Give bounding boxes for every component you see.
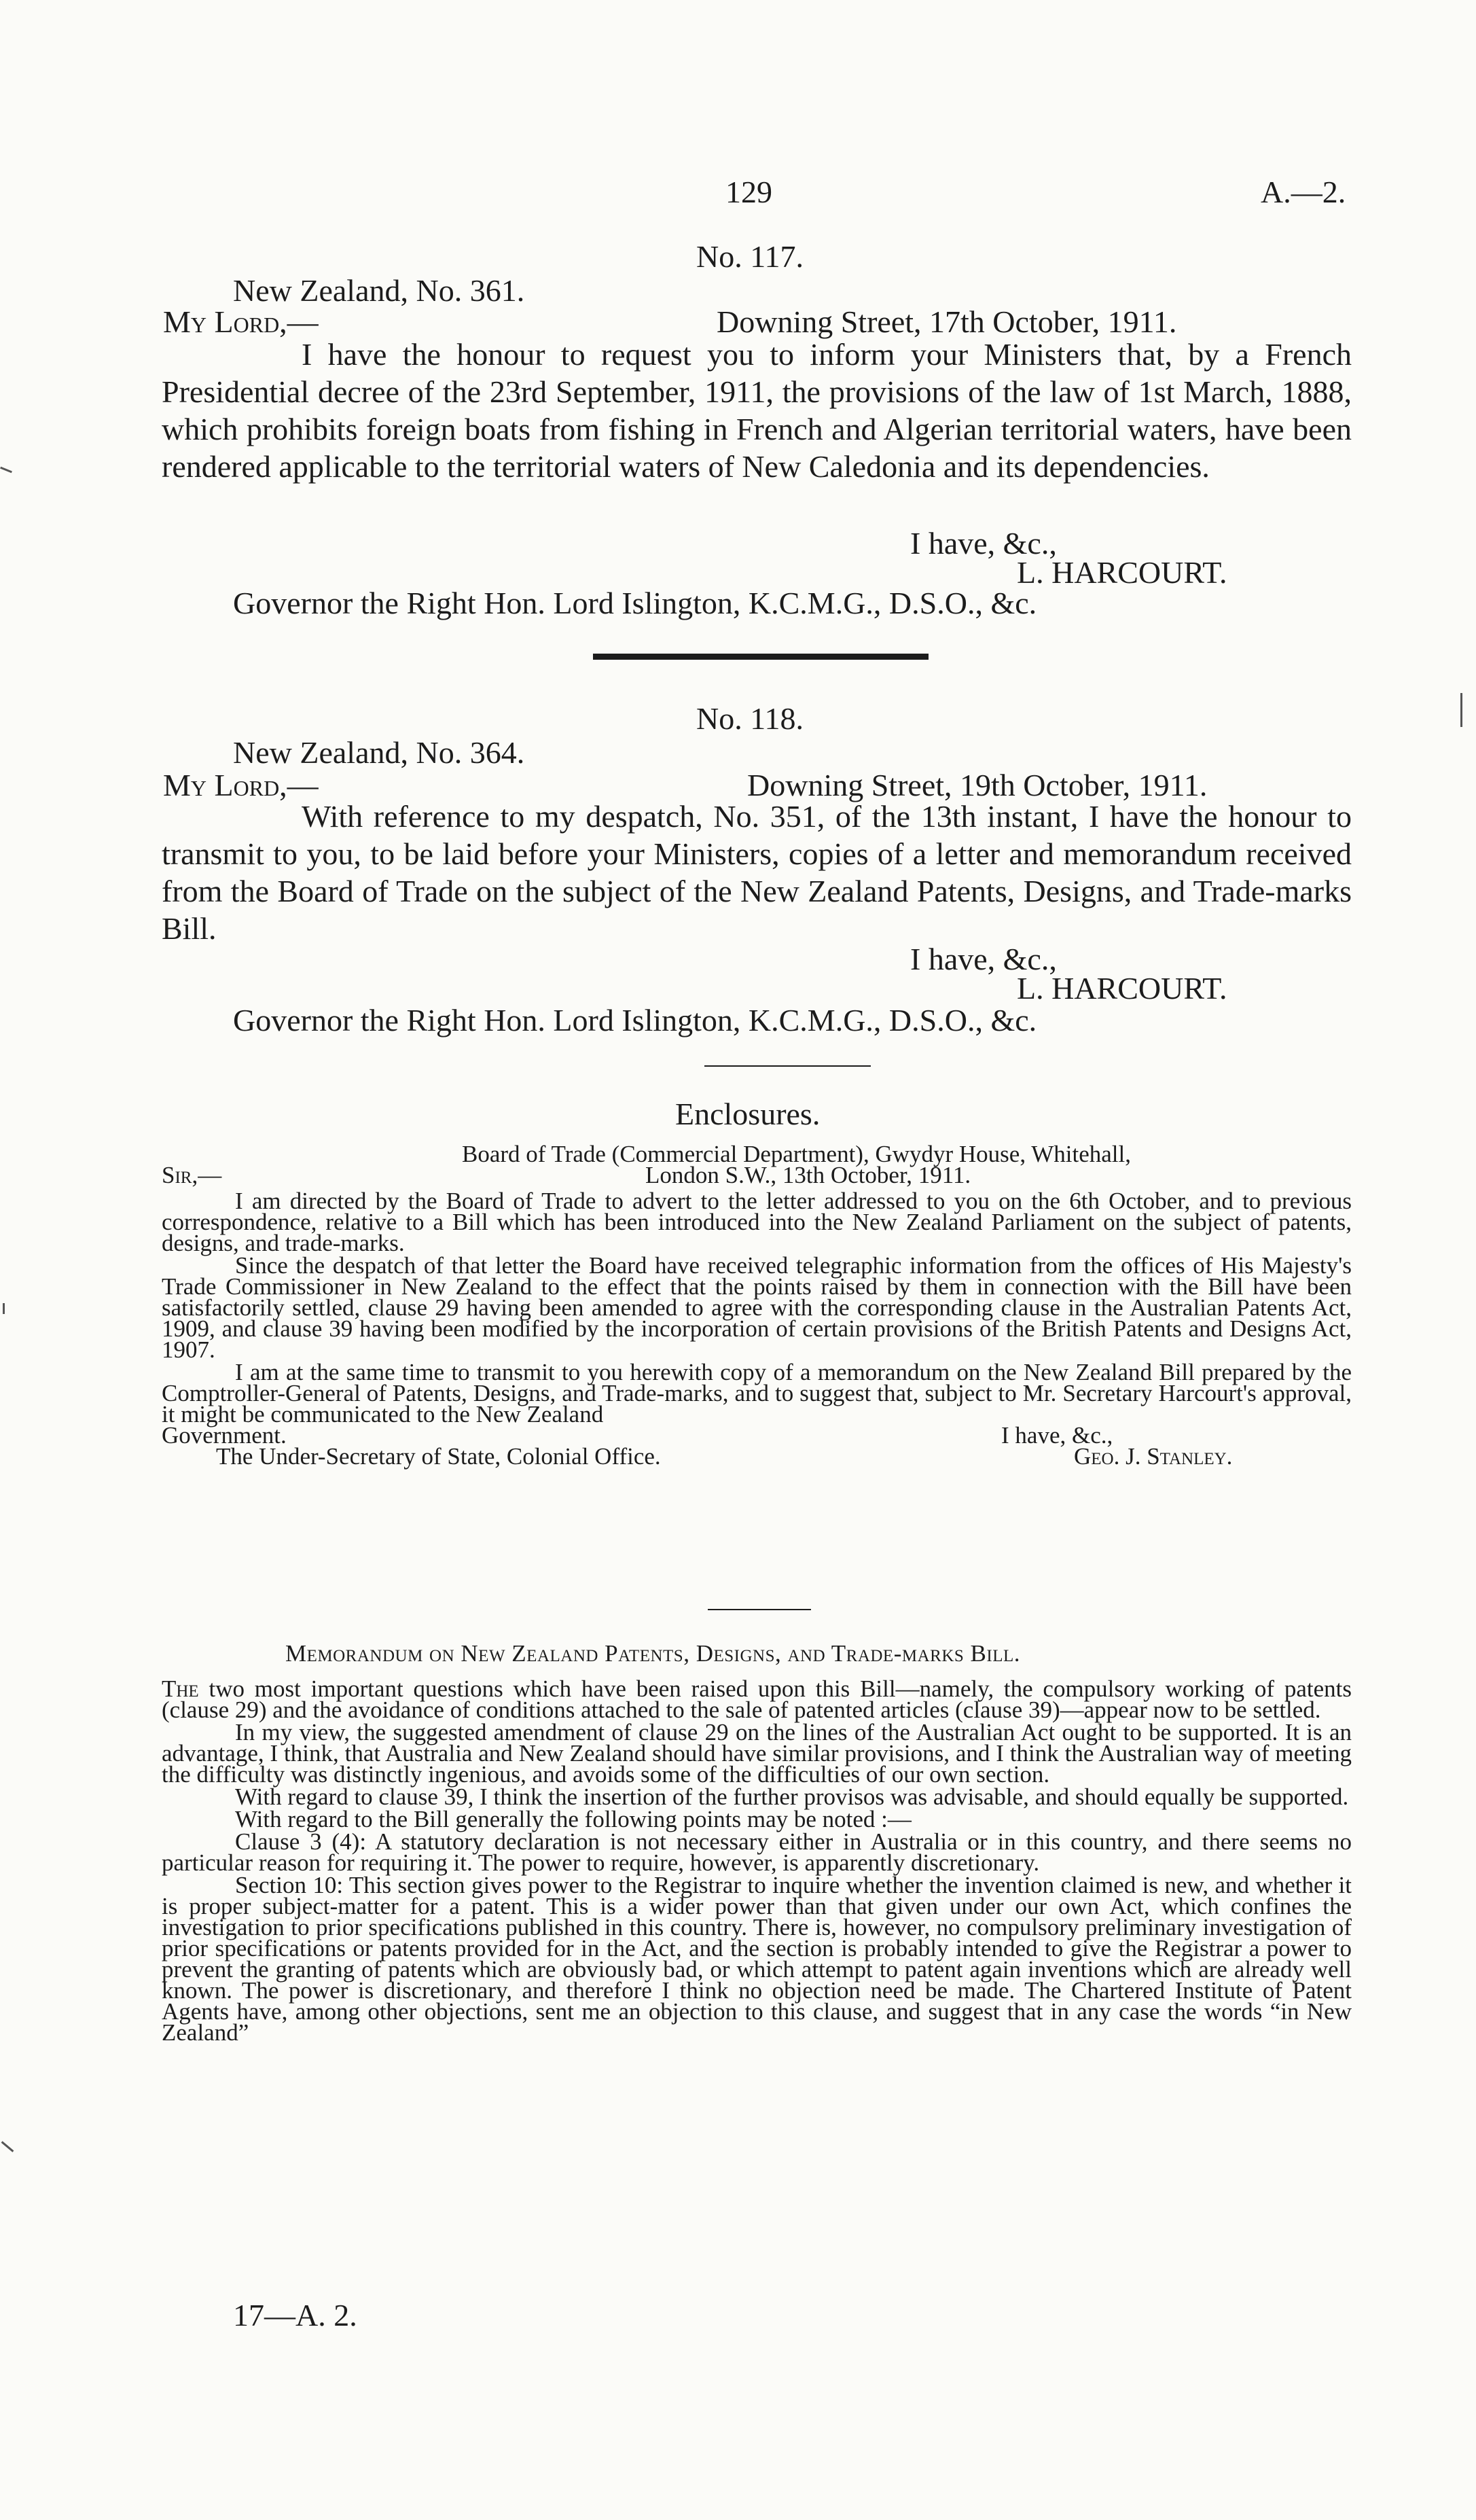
signature-mark: 17—A. 2. [233, 2298, 357, 2332]
memorandum-paragraph: With regard to the Bill generally the following points may be noted :— [235, 1806, 912, 1832]
letter-signature: Geo. J. Stanley. [1074, 1443, 1233, 1470]
memorandum-title: Memorandum on New Zealand Patents, Designs, and Trade-marks Bill. [285, 1640, 1020, 1667]
despatch-body: With reference to my despatch, No. 351, of the 13th instant, I have the honour to transmit to you, to be laid before your Ministers, copies of a letter and memorandum received from the Board of Trade on the subject of the New Zealand Patents, Designs, and Trade-marks Bill. [162, 799, 1352, 946]
colony-number: New Zealand, No. 364. [233, 735, 525, 770]
section-divider [708, 1609, 811, 1610]
memorandum-paragraph: Section 10: This section gives power to the Registrar to inquire whether the invention claimed is new, and whether it is proper subject-matter for a patent. This is a wider power than that given under our own Act, which confines the investigation to prior specifications published in this country. There is, however, no compulsory preliminary investigation of prior specifications or patents provided for in the Act, and the section is probably intended to give the Registrar a power to prevent the granting of patents which are obviously bad, or which attempt to patent again inventions which are already well known. The power is discretionary, and therefore I think no objection need be made. The Chartered Institute of Patent Agents have, among other objections, sent me an objection to this clause, and suggest that in any case the words “in New Zealand” [162, 1872, 1352, 2046]
letter-addressee: The Under-Secretary of State, Colonial Office. [216, 1443, 661, 1470]
memorandum-paragraph: The two most important questions which have been raised upon this Bill—namely, the compulsory working of patents (clause 29) and the avoidance of conditions attached to the sale of patented articles (clause 39)—appear now to be settled. [162, 1675, 1352, 1723]
letter-paragraph: I am directed by the Board of Trade to advert to the letter addressed to you on the 6th October, and to previous correspondence, relative to a Bill which has been introduced into the New Zealand Parliament on the subject of patents, designs, and trade-marks. [162, 1188, 1352, 1256]
memorandum-paragraph: With regard to clause 39, I think the insertion of the further provisos was advisable, and should equally be supported. [235, 1783, 1349, 1810]
letter-last-line: Government. [162, 1422, 287, 1449]
section-divider [704, 1065, 871, 1067]
memorandum-paragraph: In my view, the suggested amendment of clause 29 on the lines of the Australian Act ought to be supported. It is an advantage, I think, that Australia and New Zealand should have similar provisions, and I think the Australian way of meeting the difficulty was distinctly ingenious, and avoids some of the difficulties of our own section. [162, 1719, 1352, 1788]
letter-closing: I have, &c., [1001, 1422, 1113, 1449]
letter-salutation: Sir,— [162, 1162, 222, 1188]
memorandum-body [162, 1675, 1352, 2046]
enclosures-heading: Enclosures. [675, 1097, 821, 1131]
colony-number: New Zealand, No. 361. [233, 273, 525, 308]
scan-mark [1460, 693, 1462, 727]
place-date: Downing Street, 17th October, 1911. [717, 304, 1177, 339]
despatch-number: No. 118. [696, 701, 804, 736]
page-number: 129 [725, 175, 772, 209]
despatch-number: No. 117. [696, 239, 804, 274]
memorandum-first-word: The [162, 1675, 199, 1702]
closing: I have, &c., [910, 942, 1057, 976]
salutation: My Lord,— [163, 304, 319, 339]
scan-mark [0, 467, 12, 474]
place-date: Downing Street, 19th October, 1911. [747, 768, 1208, 802]
salutation: My Lord,— [163, 768, 319, 802]
addressee: Governor the Right Hon. Lord Islington, K.C.M.G., D.S.O., &c. [233, 586, 1037, 620]
letter-address-line1: Board of Trade (Commercial Department), Gwydyr House, Whitehall, [462, 1141, 1131, 1167]
scan-mark [1, 2141, 14, 2152]
document-reference: A.—2. [1261, 175, 1346, 209]
letter-body [162, 1188, 1352, 1470]
memorandum-paragraph: Clause 3 (4): A statutory declaration is not necessary either in Australia or in this country, and there seems no particular reason for requiring it. The power to require, however, is apparently discretionary. [162, 1828, 1352, 1876]
letter-address-line2: London S.W., 13th October, 1911. [645, 1162, 971, 1188]
section-divider-thick [593, 654, 929, 660]
letter-paragraph: Since the despatch of that letter the Board have received telegraphic information from the offices of His Majesty's Trade Commissioner in New Zealand to the effect that the points raised by them in connection with the Bill have been satisfactorily settled, clause 29 having been amended to agree with the corresponding clause in the Australian Patents Act, 1909, and clause 39 having been modified by the incorporation of certain provisions of the British Patents and Designs Act, 1907. [162, 1252, 1352, 1363]
despatch-body: I have the honour to request you to inform your Ministers that, by a French Presidential decree of the 23rd September, 1911, the provisions of the law of 1st March, 1888, which prohibits foreign boats from fishing in French and Algerian territorial waters, have been rendered applicable to the territorial waters of New Caledonia and its dependencies. [162, 337, 1352, 484]
signature: L. HARCOURT. [1017, 971, 1227, 1006]
closing: I have, &c., [910, 526, 1057, 561]
addressee: Governor the Right Hon. Lord Islington, K.C.M.G., D.S.O., &c. [233, 1003, 1037, 1037]
scan-mark [3, 1303, 5, 1314]
letter-paragraph: I am at the same time to transmit to you herewith copy of a memorandum on the New Zealand Bill prepared by the Comptroller-General of Patents, Designs, and Trade-marks, and to suggest that, subject to Mr. Secretary Harcourt's approval, it might be communicated to the New Zealand [162, 1359, 1352, 1427]
signature: L. HARCOURT. [1017, 555, 1227, 590]
